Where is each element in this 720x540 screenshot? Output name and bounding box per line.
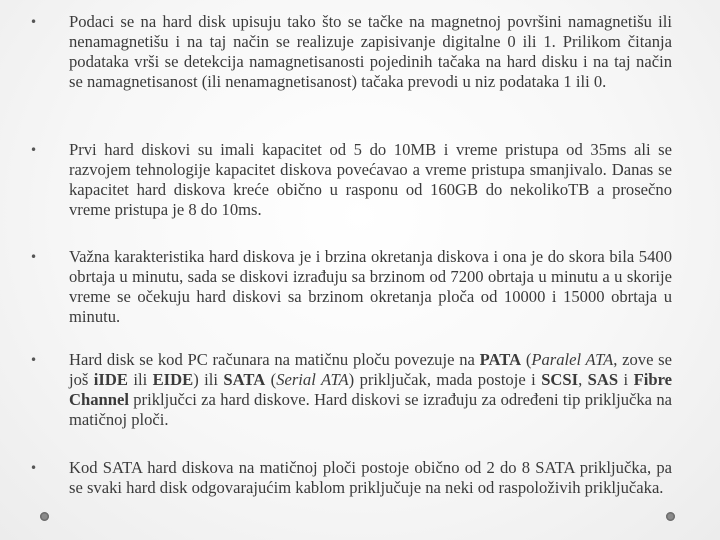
bullet-marker: • <box>30 15 38 29</box>
text-run-bold: EIDE <box>152 370 194 389</box>
bullet-text: Prvi hard diskovi su imali kapacitet od 5 do 10MB i vreme pristupa od 35ms ali se razvojem tehnologije kapacitet diskova povećavao a vreme pristupa smanjivalo. Danas se kapacitet hard diskova kreće obično u rasponu od 160GB do nekolikoTB a prosečno vreme pristupa je 8 do 10ms. <box>69 140 672 219</box>
bullet-item <box>30 140 680 220</box>
text-run: ) priključak, mada postoje i <box>348 370 542 389</box>
text-run: i <box>618 370 634 389</box>
text-run: ili <box>127 370 153 389</box>
text-run-bold: SATA <box>223 370 266 389</box>
text-run: ( <box>521 350 532 369</box>
text-run: ( <box>265 370 277 389</box>
bullet-marker: • <box>30 250 38 264</box>
text-run-bold: SCSI <box>541 370 579 389</box>
bullet-marker: • <box>30 461 38 475</box>
decorative-dot-left <box>40 512 49 521</box>
text-run-bold: SAS <box>587 370 619 389</box>
bullet-marker: • <box>30 353 38 367</box>
bullet-text <box>69 350 672 430</box>
bullet-item <box>30 12 680 92</box>
text-run: , <box>578 370 588 389</box>
text-run: ) ili <box>193 370 224 389</box>
bullet-text: Podaci se na hard disk upisuju tako što se tačke na magnetnoj površini namagnetišu ili nenamagnetišu i na taj način se realizuje zapisivanje digitalne 0 ili 1. Prilikom čitanja podataka vrši se detekcija namagnetisanosti pojedinih tačaka na hard disku i na taj način se namagnetisanost (ili nenamagnetisanost) tačaka prevodi u niz podataka 1 ili 0. <box>69 12 672 91</box>
text-run: Hard disk se kod PC računara na matičnu ploču povezuje na <box>69 350 480 369</box>
text-run: , zove se još <box>69 350 672 389</box>
decorative-dot-right <box>666 512 675 521</box>
bullet-item <box>30 350 680 430</box>
text-run: priključci za hard diskove. Hard diskovi se izrađuju za određeni tip priključka na matičnoj ploči. <box>69 390 672 429</box>
bullet-item <box>30 458 680 498</box>
text-run-bold: iIDE <box>93 370 128 389</box>
text-run-bold: Fibre Channel <box>69 370 672 409</box>
text-run-italic: Serial ATA <box>276 370 349 389</box>
bullet-text: Kod SATA hard diskova na matičnoj ploči postoje obično od 2 do 8 SATA priključka, pa se svaki hard disk odgovarajućim kablom priključuje na neki od raspoloživih priključaka. <box>69 458 672 497</box>
bullet-marker: • <box>30 143 38 157</box>
bullet-item <box>30 247 680 327</box>
text-run-italic: Paralel ATA <box>531 350 614 369</box>
text-run-bold: PATA <box>479 350 522 369</box>
bullet-text: Važna karakteristika hard diskova je i brzina okretanja diskova i ona je do skora bila 5400 obrtaja u minutu, sada se diskovi izrađuju sa brzinom od 7200 obrtaja u minutu a u skorije vreme se očekuju hard diskovi sa brzinom okretanja ploča od 10000 i 15000 obrtaja u minutu. <box>69 247 672 326</box>
